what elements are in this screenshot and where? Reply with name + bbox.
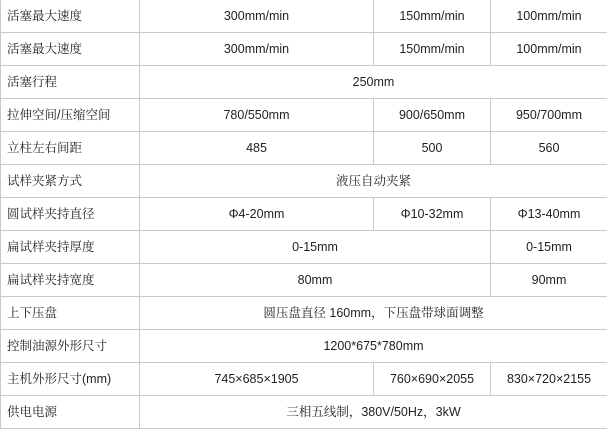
row-value: 150mm/min	[374, 0, 491, 33]
row-value: 圆压盘直径 160mm，下压盘带球面调整	[140, 297, 607, 330]
row-label: 拉伸空间/压缩空间	[1, 99, 140, 132]
row-value: Φ10-32mm	[374, 198, 491, 231]
table-row	[1, 396, 607, 429]
row-value: 三相五线制，380V/50Hz，3kW	[140, 396, 607, 429]
table-row	[1, 297, 607, 330]
row-value: Φ4-20mm	[140, 198, 374, 231]
table-row	[1, 231, 607, 264]
row-label: 扁试样夹持宽度	[1, 264, 140, 297]
specification-table-body	[1, 0, 607, 429]
row-label: 活塞行程	[1, 66, 140, 99]
row-value: 100mm/min	[491, 0, 607, 33]
row-value: 745×685×1905	[140, 363, 374, 396]
row-value: 780/550mm	[140, 99, 374, 132]
row-value: 900/650mm	[374, 99, 491, 132]
row-label: 立柱左右间距	[1, 132, 140, 165]
row-label: 活塞最大速度	[1, 33, 140, 66]
table-row	[1, 0, 607, 33]
row-value: 100mm/min	[491, 33, 607, 66]
row-label: 圆试样夹持直径	[1, 198, 140, 231]
row-value: 80mm	[140, 264, 491, 297]
row-value: Φ13-40mm	[491, 198, 607, 231]
row-value: 300mm/min	[140, 0, 374, 33]
row-label: 扁试样夹持厚度	[1, 231, 140, 264]
row-value: 485	[140, 132, 374, 165]
row-value: 1200*675*780mm	[140, 330, 607, 363]
row-value: 250mm	[140, 66, 607, 99]
row-label: 供电电源	[1, 396, 140, 429]
row-value: 0-15mm	[491, 231, 607, 264]
row-value: 500	[374, 132, 491, 165]
table-row	[1, 264, 607, 297]
row-value: 830×720×2155	[491, 363, 607, 396]
table-row	[1, 165, 607, 198]
table-row	[1, 330, 607, 363]
row-label: 主机外形尺寸(mm)	[1, 363, 140, 396]
table-row	[1, 99, 607, 132]
table-row	[1, 33, 607, 66]
table-row	[1, 66, 607, 99]
row-label: 控制油源外形尺寸	[1, 330, 140, 363]
table-row	[1, 132, 607, 165]
table-row	[1, 363, 607, 396]
row-value: 950/700mm	[491, 99, 607, 132]
row-value: 300mm/min	[140, 33, 374, 66]
row-value: 760×690×2055	[374, 363, 491, 396]
row-value: 560	[491, 132, 607, 165]
row-label: 活塞最大速度	[1, 0, 140, 33]
row-value: 液压自动夹紧	[140, 165, 607, 198]
table-row	[1, 198, 607, 231]
row-value: 150mm/min	[374, 33, 491, 66]
row-label: 上下压盘	[1, 297, 140, 330]
row-label: 试样夹紧方式	[1, 165, 140, 198]
row-value: 0-15mm	[140, 231, 491, 264]
row-value: 90mm	[491, 264, 607, 297]
